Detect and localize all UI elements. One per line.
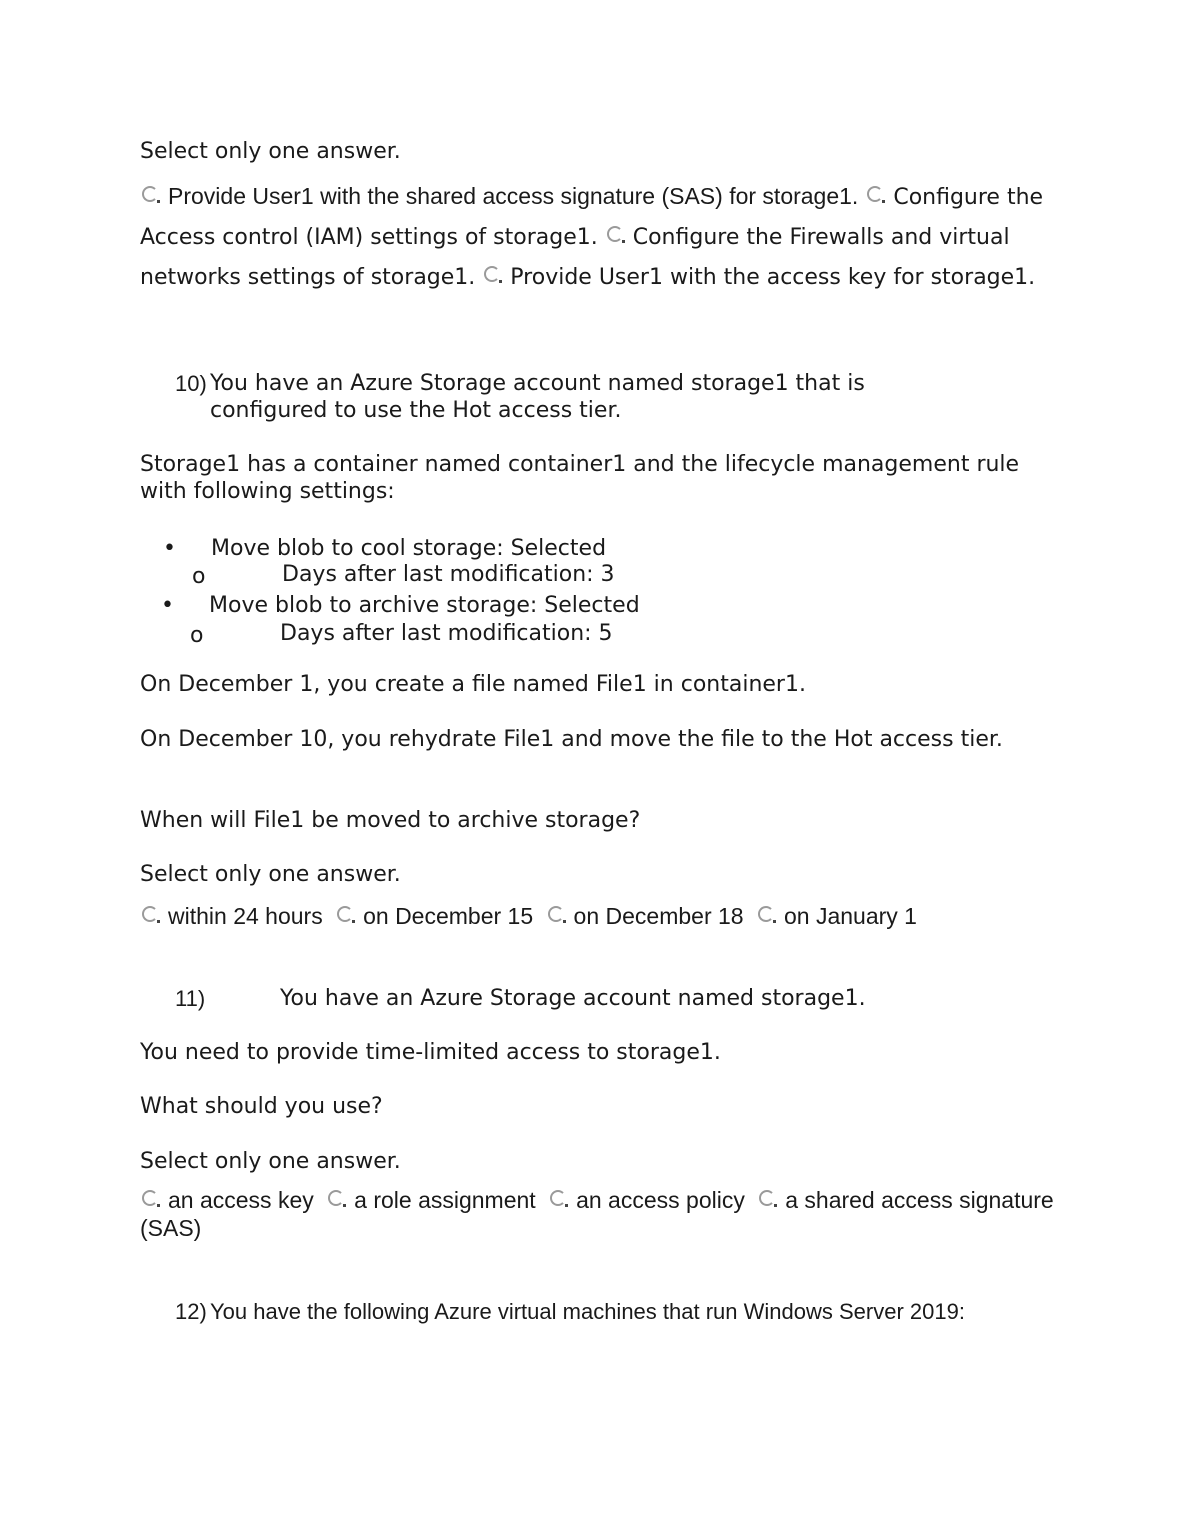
radio-button-icon[interactable] bbox=[759, 1190, 775, 1206]
radio-button-icon[interactable] bbox=[550, 1190, 566, 1206]
q9-options bbox=[140, 176, 1050, 298]
q10-option-3[interactable]: on December 18 bbox=[546, 903, 744, 929]
q11-question: What should you use? bbox=[140, 1094, 383, 1119]
q10-bullet-2: Move blob to archive storage: Selected bbox=[209, 593, 640, 618]
radio-button-icon[interactable] bbox=[328, 1190, 344, 1206]
q9-select-label: Select only one answer. bbox=[140, 139, 401, 164]
radio-button-icon[interactable] bbox=[142, 906, 158, 922]
q10-option-1[interactable]: within 24 hours bbox=[140, 903, 323, 929]
q11-paragraph-1: You need to provide time-limited access to storage1. bbox=[140, 1040, 721, 1065]
q10-intro: Storage1 has a container named container1 and the lifecycle management rule with following settings: bbox=[140, 452, 1020, 504]
q11-select-label: Select only one answer. bbox=[140, 1149, 401, 1174]
q10-text: You have an Azure Storage account named storage1 that is configured to use the Hot access tier. bbox=[210, 371, 865, 423]
q9-option-3[interactable]: Configure the Firewalls and virtual networks settings of storage1. bbox=[140, 225, 1010, 290]
q10-number: 10) bbox=[175, 371, 207, 396]
q12-number: 12) bbox=[175, 1299, 207, 1324]
q10-option-2[interactable]: on December 15 bbox=[335, 903, 533, 929]
sub-bullet-icon: o bbox=[190, 623, 204, 648]
q9-option-2[interactable]: Configure the Access control (IAM) settings of storage1. bbox=[140, 185, 1044, 250]
q11-text: You have an Azure Storage account named storage1. bbox=[280, 986, 866, 1011]
q10-question: When will File1 be moved to archive storage? bbox=[140, 808, 641, 833]
bullet-dot-icon: • bbox=[161, 593, 174, 618]
radio-button-icon[interactable] bbox=[758, 906, 774, 922]
q10-options bbox=[140, 900, 1050, 932]
radio-button-icon[interactable] bbox=[142, 186, 158, 202]
sub-bullet-icon: o bbox=[192, 564, 206, 589]
q12-text: You have the following Azure virtual machines that run Windows Server 2019: bbox=[210, 1299, 965, 1324]
q10-select-label: Select only one answer. bbox=[140, 862, 401, 887]
radio-button-icon[interactable] bbox=[607, 226, 623, 242]
q11-option-4[interactable]: a shared access signature (SAS) bbox=[140, 1187, 1054, 1241]
q9-option-4[interactable]: Provide User1 with the access key for storage1. bbox=[482, 265, 1035, 290]
radio-button-icon[interactable] bbox=[548, 906, 564, 922]
radio-button-icon[interactable] bbox=[484, 266, 500, 282]
q10-paragraph-2: On December 10, you rehydrate File1 and move the file to the Hot access tier. bbox=[140, 727, 1003, 752]
q10-bullet-1: Move blob to cool storage: Selected bbox=[211, 536, 607, 561]
q10-paragraph-1: On December 1, you create a file named File1 in container1. bbox=[140, 672, 806, 697]
radio-button-icon[interactable] bbox=[142, 1190, 158, 1206]
q10-sub-bullet-1: Days after last modification: 3 bbox=[282, 562, 615, 587]
radio-button-icon[interactable] bbox=[337, 906, 353, 922]
q11-option-2[interactable]: a role assignment bbox=[326, 1187, 536, 1213]
q11-options bbox=[140, 1186, 1060, 1242]
bullet-dot-icon: • bbox=[163, 536, 176, 561]
q11-number: 11) bbox=[175, 986, 206, 1011]
q10-option-4[interactable]: on January 1 bbox=[756, 903, 917, 929]
q9-option-1[interactable]: Provide User1 with the shared access signature (SAS) for storage1. bbox=[140, 185, 858, 210]
q11-option-3[interactable]: an access policy bbox=[548, 1187, 745, 1213]
q10-sub-bullet-2: Days after last modification: 5 bbox=[280, 621, 613, 646]
radio-button-icon[interactable] bbox=[867, 186, 883, 202]
q11-option-1[interactable]: an access key bbox=[140, 1187, 314, 1213]
